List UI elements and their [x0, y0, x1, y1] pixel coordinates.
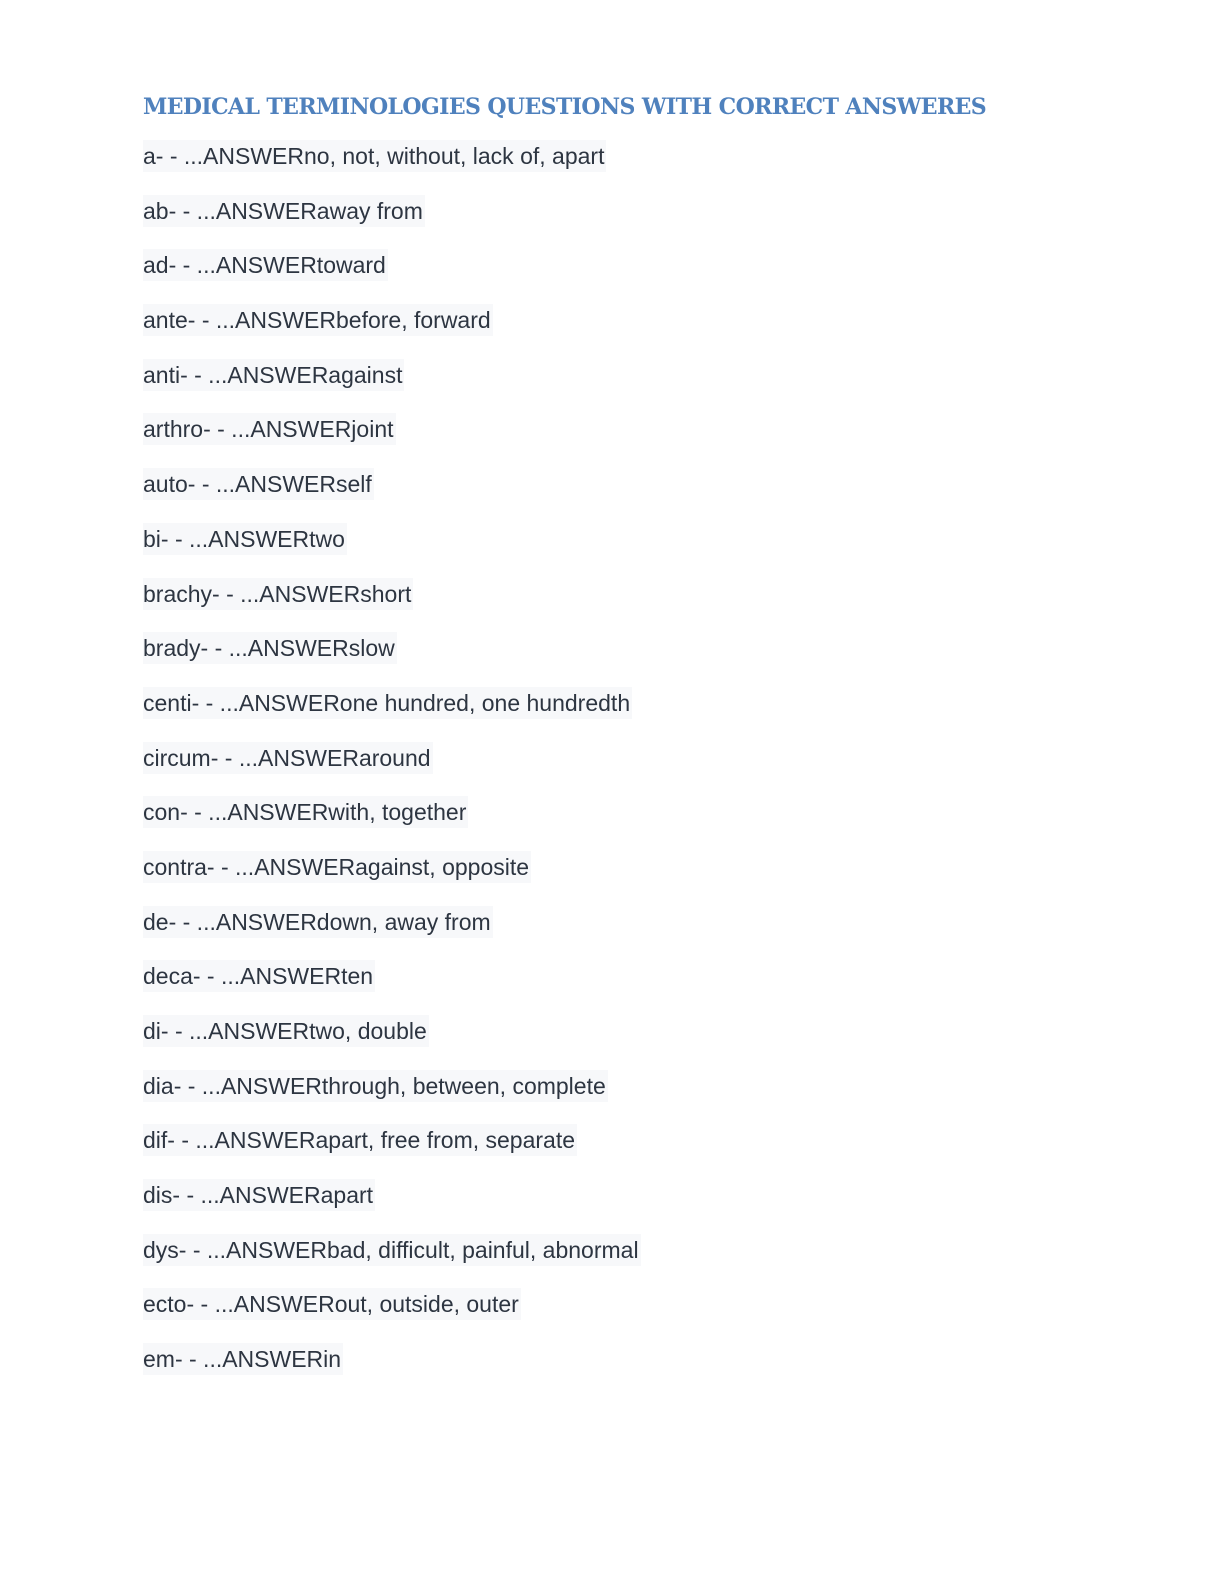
list-item	[143, 1234, 641, 1289]
term-entry: dys- - ...ANSWERbad, difficult, painful, abnormal	[143, 1234, 641, 1266]
term-entry: anti- - ...ANSWERagainst	[143, 359, 404, 391]
term-entry: contra- - ...ANSWERagainst, opposite	[143, 851, 531, 883]
term-entry: em- - ...ANSWERin	[143, 1343, 343, 1375]
term-entry: di- - ...ANSWERtwo, double	[143, 1015, 429, 1047]
term-entry: bi- - ...ANSWERtwo	[143, 523, 347, 555]
list-item	[143, 359, 641, 414]
term-entry: ecto- - ...ANSWERout, outside, outer	[143, 1288, 521, 1320]
list-item	[143, 195, 641, 250]
term-entry: centi- - ...ANSWERone hundred, one hundredth	[143, 687, 632, 719]
list-item	[143, 796, 641, 851]
list-item	[143, 851, 641, 906]
term-entry: dis- - ...ANSWERapart	[143, 1179, 375, 1211]
term-entry: auto- - ...ANSWERself	[143, 468, 374, 500]
term-entry: circum- - ...ANSWERaround	[143, 742, 433, 774]
list-item	[143, 632, 641, 687]
list-item	[143, 687, 641, 742]
term-entry: a- - ...ANSWERno, not, without, lack of, apart	[143, 140, 606, 172]
document-title: MEDICAL TERMINOLOGIES QUESTIONS WITH CORRECT ANSWERES	[143, 94, 987, 120]
term-entry: brady- - ...ANSWERslow	[143, 632, 397, 664]
term-entry: ante- - ...ANSWERbefore, forward	[143, 304, 493, 336]
term-entry: ad- - ...ANSWERtoward	[143, 249, 388, 281]
list-item	[143, 742, 641, 797]
term-entry: con- - ...ANSWERwith, together	[143, 796, 468, 828]
list-item	[143, 523, 641, 578]
term-list	[143, 140, 641, 1398]
list-item	[143, 1124, 641, 1179]
list-item	[143, 304, 641, 359]
list-item	[143, 578, 641, 633]
list-item	[143, 1343, 641, 1398]
term-entry: deca- - ...ANSWERten	[143, 960, 375, 992]
list-item	[143, 413, 641, 468]
list-item	[143, 1015, 641, 1070]
list-item	[143, 1070, 641, 1125]
term-entry: arthro- - ...ANSWERjoint	[143, 413, 396, 445]
list-item	[143, 960, 641, 1015]
list-item	[143, 140, 641, 195]
list-item	[143, 906, 641, 961]
term-entry: brachy- - ...ANSWERshort	[143, 578, 413, 610]
list-item	[143, 1179, 641, 1234]
term-entry: de- - ...ANSWERdown, away from	[143, 906, 493, 938]
list-item	[143, 468, 641, 523]
term-entry: dia- - ...ANSWERthrough, between, complete	[143, 1070, 608, 1102]
term-entry: dif- - ...ANSWERapart, free from, separate	[143, 1124, 577, 1156]
list-item	[143, 1288, 641, 1343]
term-entry: ab- - ...ANSWERaway from	[143, 195, 425, 227]
list-item	[143, 249, 641, 304]
